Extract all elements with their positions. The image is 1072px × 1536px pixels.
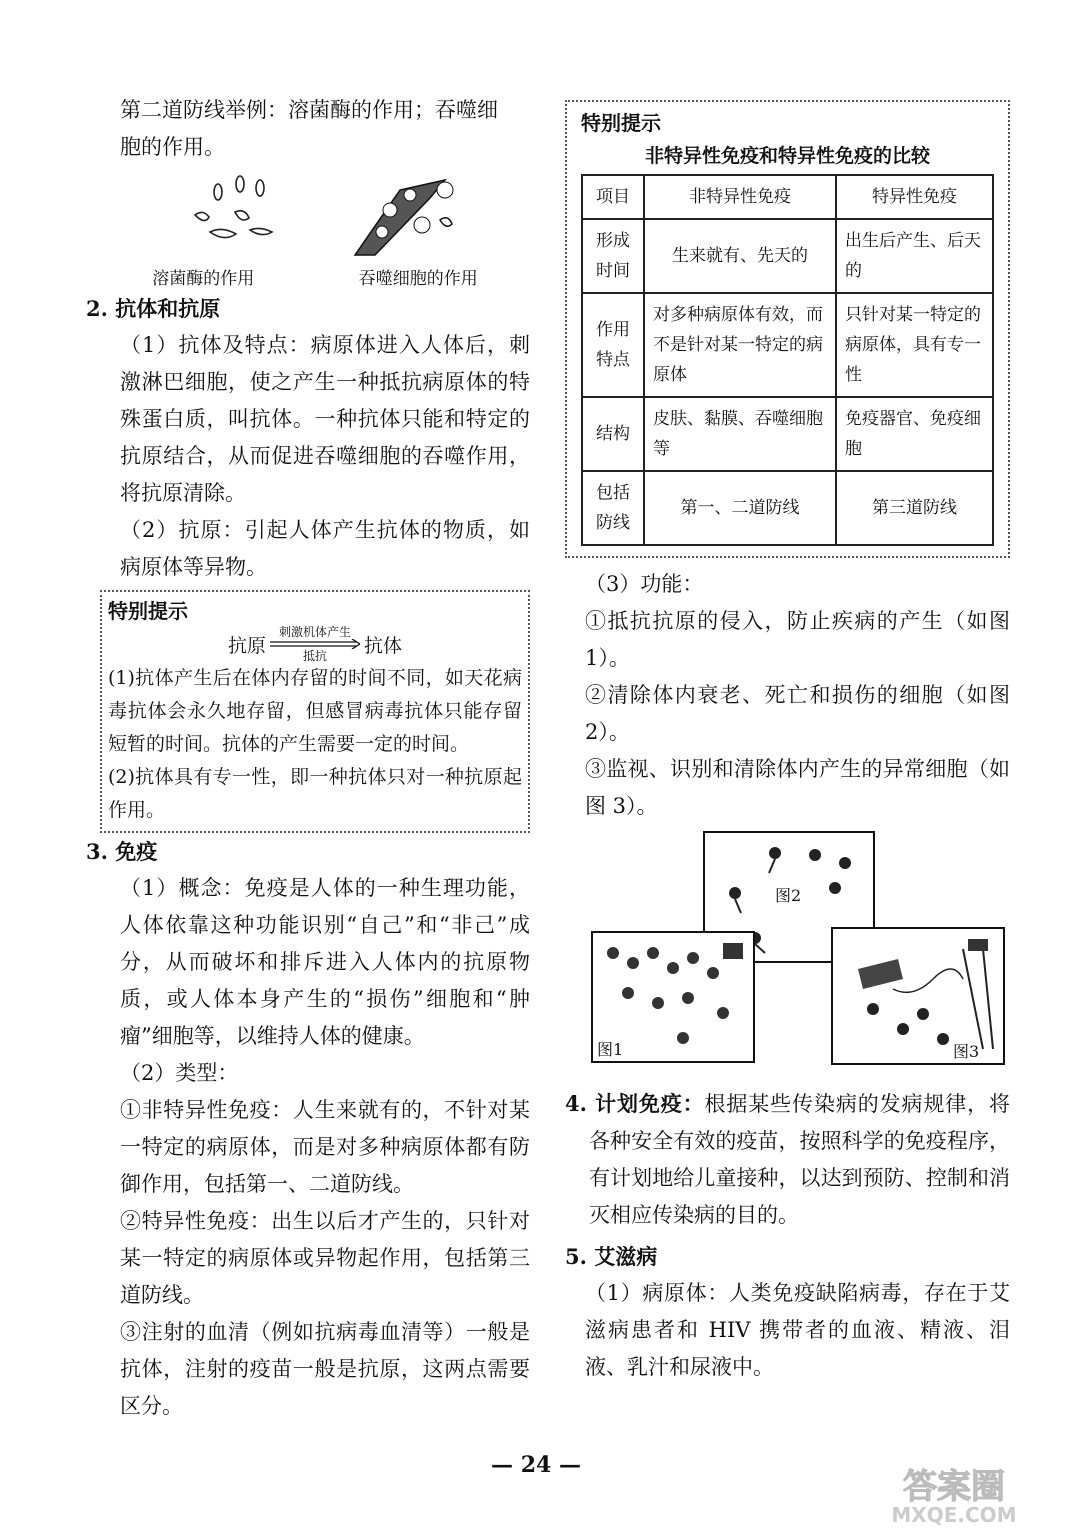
page-number: — 24 — xyxy=(491,1452,581,1478)
immune-function-figures xyxy=(565,831,1010,1081)
paragraph: （1）病原体：人类免疫缺陷病毒，存在于艾滋病患者和 HIV 携带者的血液、精液、泪液、乳汁和尿液中。 xyxy=(585,1281,1010,1379)
tip-box xyxy=(100,590,530,833)
paragraph: 第二道防线举例：溶菌酶的作用；吞噬细 xyxy=(120,98,498,122)
table-cell: 出生后产生、后天的 xyxy=(836,219,993,293)
table-row xyxy=(582,397,993,471)
table-header-row xyxy=(582,175,993,219)
equation-bottom: 抵抗 xyxy=(302,649,327,663)
tip-title: 特别提示 xyxy=(108,599,188,623)
table-cell: 第一、二道防线 xyxy=(644,471,836,545)
paragraph: （2）抗原：引起人体产生抗体的物质，如病原体等异物。 xyxy=(120,518,530,579)
section-heading: 4. 计划免疫： xyxy=(565,1091,705,1116)
table-cell: 生来就有、先天的 xyxy=(644,219,836,293)
paragraph xyxy=(565,1085,1010,1234)
table-cell: 皮肤、黏膜、吞噬细胞等 xyxy=(644,397,836,471)
arrow-icon xyxy=(270,639,360,649)
figure-3 xyxy=(831,927,1005,1065)
paragraph: （1）概念：免疫是人体的一种生理功能，人体依靠这种功能识别“自己”和“非己”成分，从而破坏和排斥进入人体内的抗原物质，或人体本身产生的“损伤”细胞和“肿瘤”细胞等，以维持人体的健康。 xyxy=(120,876,530,1048)
paragraph: ②特异性免疫：出生以后才产生的，只针对某一特定的病原体或异物起作用，包括第三道防线。 xyxy=(120,1209,530,1307)
paragraph: （1）抗体及特点：病原体进入人体后，刺激淋巴细胞，使之产生一种抵抗病原体的特殊蛋白质，叫抗体。一种抗体只能和特定的抗原结合，从而促进吞噬细胞的吞噬作用，将抗原清除。 xyxy=(120,333,530,505)
figure-caption: 吞噬细胞的作用 xyxy=(358,269,478,289)
figure-1 xyxy=(591,931,755,1063)
comparison-table xyxy=(581,174,994,546)
tip-text: (1)抗体产生后在体内存留的时间不同，如天花病毒抗体会永久地存留，但感冒病毒抗体只能存留短暂的时间。抗体的产生需要一定的时间。 xyxy=(108,667,522,755)
lysozyme-phagocyte-figure xyxy=(100,170,530,290)
table-row xyxy=(582,219,993,293)
paragraph-text: 根据某些传染病的发病规律，将各种安全有效的疫苗，按照科学的免疫程序，有计划地给儿童接种，以达到预防、控制和消灭相应传染病的目的。 xyxy=(589,1092,1011,1227)
equation-right: 抗体 xyxy=(364,634,403,657)
section-heading: 5. 艾滋病 xyxy=(565,1244,658,1269)
paragraph: ③注射的血清（例如抗病毒血清等）一般是抗体，注射的疫苗一般是抗原，这两点需要区分。 xyxy=(120,1320,530,1418)
antigen-antibody-equation xyxy=(108,626,522,662)
header-cell: 特异性免疫 xyxy=(836,175,993,219)
table-cell: 只针对某一特定的病原体，具有专一性 xyxy=(836,293,993,397)
figure-label: 图3 xyxy=(953,1042,980,1061)
figure-label: 图1 xyxy=(597,1040,624,1059)
header-cell: 项目 xyxy=(582,175,644,219)
row-label: 结构 xyxy=(582,397,644,471)
paragraph: （2）类型： xyxy=(120,1061,239,1085)
paragraph: ①非特异性免疫：人生来就有的，不针对某一特定的病原体，而是对多种病原体都有防御作用，包括第一、二道防线。 xyxy=(120,1098,530,1196)
left-column xyxy=(86,92,530,1425)
table-title: 非特异性免疫和特异性免疫的比较 xyxy=(644,145,930,167)
figure-label: 图2 xyxy=(775,886,802,905)
paragraph: ①抵抗抗原的侵入，防止疾病的产生（如图 1）。 xyxy=(585,609,1010,670)
tip-box xyxy=(565,100,1010,558)
table-cell: 对多种病原体有效，而不是针对某一特定的病原体 xyxy=(644,293,836,397)
figure-caption: 溶菌酶的作用 xyxy=(152,269,255,289)
watermark-logo xyxy=(854,1462,1054,1528)
bacteria-illustration xyxy=(100,170,530,260)
table-row xyxy=(582,471,993,545)
svg-text:MXQE.COM: MXQE.COM xyxy=(891,1503,1017,1527)
equation-top: 刺激机体产生 xyxy=(278,625,351,639)
table-cell: 免疫器官、免疫细胞 xyxy=(836,397,993,471)
right-column xyxy=(565,100,1010,1386)
equation-left: 抗原 xyxy=(227,634,266,657)
row-label: 包括防线 xyxy=(582,471,644,545)
paragraph: 胞的作用。 xyxy=(120,135,225,159)
tip-title: 特别提示 xyxy=(581,111,661,135)
tip-text: (2)抗体具有专一性，即一种抗体只对一种抗原起作用。 xyxy=(108,766,522,821)
row-label: 形成时间 xyxy=(582,219,644,293)
table-row xyxy=(582,293,993,397)
header-cell: 非特异性免疫 xyxy=(644,175,836,219)
table-cell: 第三道防线 xyxy=(836,471,993,545)
section-heading: 3. 免疫 xyxy=(86,839,158,864)
paragraph: ②清除体内衰老、死亡和损伤的细胞（如图 2）。 xyxy=(585,683,1010,744)
paragraph: ③监视、识别和清除体内产生的异常细胞（如图 3）。 xyxy=(585,757,1010,818)
section-heading: 2. 抗体和抗原 xyxy=(86,296,221,321)
row-label: 作用特点 xyxy=(582,293,644,397)
svg-text:答案圈: 答案圈 xyxy=(903,1467,1005,1507)
paragraph: （3）功能： xyxy=(585,572,704,596)
